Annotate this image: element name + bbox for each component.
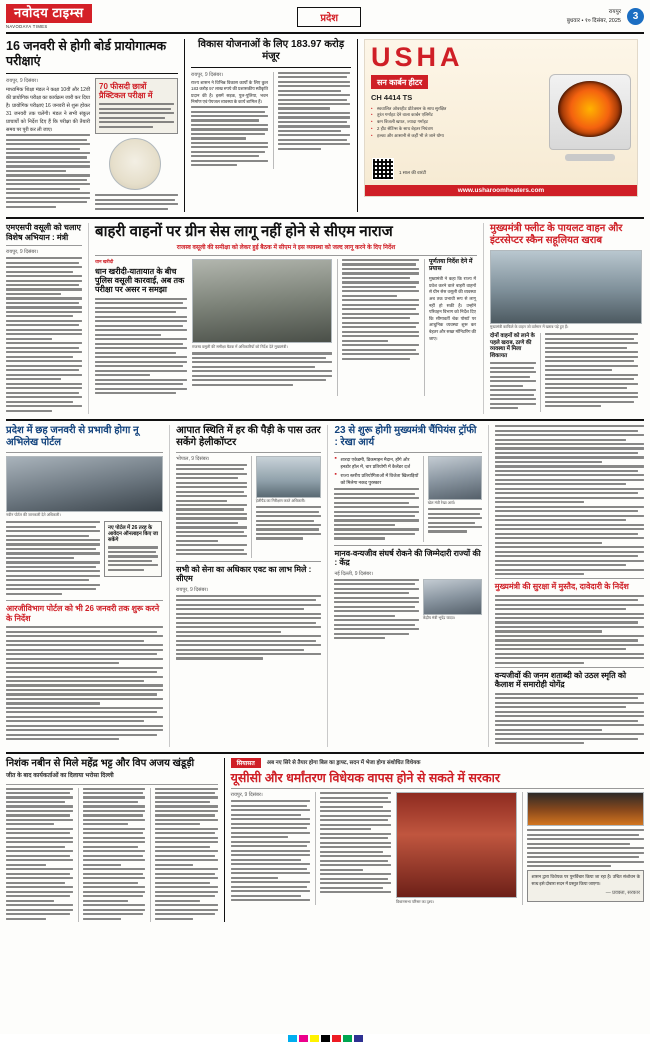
body-filler-24: [155, 788, 217, 920]
headline-helicopter: आपात स्थिति में हर की पैड़ी के पास उतर सकेंगे हेलीकॉप्टर: [176, 425, 321, 448]
body-schemes: राज्य शासन ने विभिन्न विकास कार्यों के लिए कुल 183 करोड़ 97 लाख रुपये की प्रशासकीय स्वीकृति प्रदान की है। इसमें सड़क, पुल-पुलिया, भवन निर्माण एवं पेयजल व्यवस्था के कार्य शामिल हैं।: [191, 79, 268, 105]
story-trophy: [334, 425, 481, 747]
photo-sports-minister: [428, 456, 482, 500]
body-filler-1: [6, 134, 90, 208]
fourth-band: [6, 758, 644, 922]
body-filler-2: [95, 194, 178, 210]
top-row: [6, 39, 644, 212]
body-filler-5: [6, 257, 82, 412]
photo-fire-incident: [527, 792, 644, 826]
body-filler-21: [495, 693, 644, 744]
headline-bhatt: निशंक नबीन से मिले महेंद्र भट्ट और विप अजय खंडूड़ी: [6, 757, 195, 769]
box-head-cm-flight: दोनों वाहनों को लाने के पहले खराब, ठाणे की व्यवस्था में मिला शिकायत: [490, 333, 535, 359]
body-filler-6: [95, 298, 187, 394]
advertisement-usha[interactable]: [364, 39, 638, 212]
caption-sports-minister: खेल मंत्री रेखा आर्य।: [427, 501, 456, 506]
body-filler-8: [342, 259, 419, 360]
body-filler-20: [495, 595, 644, 664]
box-head-cm-officer: वन्यजीवों की जनम शताब्दी को उठल स्मृति को कैलाश में समारोही योगेंद्र: [494, 670, 627, 690]
ad-website-url[interactable]: www.usharoomheaters.com: [365, 185, 637, 196]
strap-conversion: अब नए सिरे से तैयार होगा बिल का ड्राफ्ट, सदन में भेजा होगा संशोधित विधेयक: [266, 760, 421, 767]
body-filler-3: [191, 106, 268, 166]
subhead-green-cess: पूर्णतया निर्देश देने में प्रयास: [429, 259, 473, 273]
headline-conversion: यूसीसी और धर्मांतरण विधेयक वापस होने से सकते में सरकार: [230, 770, 500, 785]
photo-helipad: [256, 456, 322, 498]
byline-helicopter: भोपाल, 9 दिसंबर।: [176, 455, 210, 462]
headline-schemes: विकास योजनाओं के लिए 183.97 करोड़ मंजूर: [197, 39, 345, 62]
photo-union-minister: [423, 579, 482, 615]
box-head-practical: 70 फीसदी छात्रों प्रैक्टिकल परीक्षा में: [99, 81, 153, 100]
dateline-date: बुधवार • १० दिसंबर, 2025: [566, 17, 621, 24]
photo-assembly: [396, 792, 517, 898]
body-filler-4: [278, 72, 350, 150]
caption-union-minister: केंद्रीय मंत्री भूपेंद्र यादव।: [422, 616, 456, 621]
byline-conversion: रायपुर, 9 दिसंबर।: [230, 792, 263, 799]
box-filler-2: [108, 546, 158, 571]
headline-green-cess: बाहरी वाहनों पर ग्रीन सेस लागू नहीं होने से सीएम नाराज: [95, 223, 393, 241]
body-board-exam: माध्यमिक शिक्षा मंडल ने कक्षा 10वीं और 12वीं की प्रायोगिक परीक्षा का कार्यक्रम जारी कर दिया है। प्रायोगिक परीक्षाएं 16 जनवरी से शुरू होकर 31 जनवरी तक चलेंगी। मंडल ने सभी संकुल प्राचार्यों को निर्देश दिए हैं कि परीक्षा की तैयारी समय पर पूरी कर ली जाए।: [6, 86, 90, 133]
logo-title: नवोदय टाइम्स: [6, 4, 92, 23]
body-filler-16: [334, 488, 418, 539]
body-filler-12: [6, 626, 163, 740]
qr-code-icon[interactable]: [372, 158, 394, 180]
body-filler-18: [334, 579, 418, 639]
body-filler-13: [176, 464, 247, 556]
headline-minister: एमएसपी वसूली को चलाए विशेष अभियान : मंत्री: [6, 223, 81, 242]
story-schemes: [191, 39, 351, 212]
second-band: [6, 223, 644, 414]
body-filler-9: [490, 362, 536, 409]
body-filler-23: [83, 788, 145, 920]
ad-feature-0: • स्वचालित ओवरहीट प्रोटेक्शन के साथ सुरक्षित: [371, 106, 631, 113]
story-portal: [6, 425, 163, 747]
ad-warranty-text: 1 साल की वारंटी: [399, 170, 427, 175]
quote-attribution: — प्रवक्ता, सरकार: [605, 889, 640, 896]
story-cm-flight: [490, 223, 642, 414]
caption-portal: नवीन पोर्टल की जानकारी देते अधिकारी।: [6, 513, 61, 518]
headline-portal: प्रदेश में छह जनवरी से प्रभावी होगा नू अभिलेख पोर्टल: [6, 425, 139, 448]
photo-review-meeting: [192, 259, 332, 343]
heater-product-image: [549, 66, 631, 158]
body-filler-25: [231, 800, 311, 901]
badge-politics: सियासत: [231, 758, 261, 768]
byline-schemes: रायपुर, 9 दिसंबर।: [191, 71, 224, 78]
right-rail: [495, 425, 644, 747]
headline-cm-officer: मुख्यमंत्री की सुरक्षा में मुस्तैद, दावेदारी के निर्देश: [494, 582, 629, 592]
ad-brand-logo: USHA: [371, 42, 464, 72]
body-green-cess: मुख्यमंत्री ने कहा कि राज्य में प्रवेश करने वाले बाहरी वाहनों से ग्रीन सेस वसूली की व्यवस्था अब तक प्रभावी रूप से लागू नहीं हो सकी है। उन्होंने परिवहन विभाग को निर्देश दिए कि सीमावर्ती चेक पोस्टों पर आधुनिक व्यवस्था शुरू कर बेहतर और सख्त मॉनिटरिंग की जाए।: [429, 276, 476, 341]
sidebox-head-green-cess: धान खरीदी-यातायात के बीच पुलिस वसूली कारवाई, अब तक परीक्षा पर असर न समझा: [95, 266, 185, 295]
dateline: [567, 8, 621, 25]
body-filler-27: [527, 829, 644, 867]
masthead: [6, 4, 644, 34]
story-board-exam: [6, 39, 178, 212]
ad-feature-1: • तुरंत गर्माहट देने वाला कार्बन एलिमेंट: [371, 112, 631, 119]
logo-subtitle: NAVODAYA TIMES: [6, 23, 48, 29]
quote-text: शासन द्वारा विधेयक पर पुनर्विचार किया जा रहा है। उचित संशोधन के साथ इसे दोबारा सदन में प्रस्तुत किया जाएगा।: [531, 874, 640, 886]
bullets-trophy: [334, 456, 418, 486]
dateline-city: रायपुर: [608, 9, 621, 16]
photo-board-seal: [109, 138, 161, 190]
box-practical-note: [95, 78, 178, 135]
registration-color-bar: [0, 1034, 650, 1043]
headline-naxal: मानव-वन्यजीव संघर्ष रोकने की जिम्मेदारी राज्यों की : केंद्र: [334, 548, 481, 568]
caption-cm-convoy: मुख्यमंत्री काफिले के वाहन जो वर्तमान में खराब पड़े हुए हैं।: [490, 325, 569, 330]
story-conversion: [231, 758, 644, 922]
bullet-trophy-0: ■ शारदा एकेडमी, डिकमाहन मैदान, होंगे और इनडोर हॉल में, चार प्रतियोगी में कैलेंडर दर्ज: [334, 456, 418, 470]
box-head-portal: नए पोर्टल में 26 तरह के आवेदन ऑनलाइन किए जा सकेंगे: [108, 525, 159, 544]
body-filler-26: [320, 792, 391, 893]
ad-tagline: सन कार्बन हीटर: [371, 75, 428, 89]
body-filler-19: [495, 425, 644, 575]
subhead-portal: आरजीविभाग पोर्टल को भी 26 जनवरी तक शुरू करने के निर्देश: [6, 604, 160, 623]
story-helicopter: [176, 425, 321, 747]
story-minister: [6, 223, 82, 414]
headline-cm-flight: मुख्यमंत्री फ्लीट के पायलट वाहन और इंटरसेप्टर स्कैन सहूलियत खराब: [490, 223, 623, 247]
byline-board-exam: रायपुर, 9 दिसंबर।: [6, 77, 39, 84]
caption-helipad: हेलीपैड का निरीक्षण करते अधिकारी।: [255, 499, 306, 504]
ad-model-name: CH 4414 TS: [371, 92, 413, 102]
photo-portal-launch: [6, 456, 163, 512]
body-filler-10: [545, 333, 638, 407]
sidebox-overline: धान खरीदी: [95, 259, 114, 264]
masthead-logo[interactable]: [6, 4, 92, 29]
quote-box: [527, 870, 644, 901]
caption-review-meeting: राजस्व वसूली की समीक्षा बैठक में अधिकारियों को निर्देश देते मुख्यमंत्री।: [192, 344, 288, 349]
headline-security: सभी को सेना का अधिकार एवट का लाभ मिले : सीएम: [176, 564, 312, 584]
body-filler-14: [256, 506, 322, 539]
story-bhatt: [6, 758, 218, 922]
byline-security: रायपुर, 9 दिसंबर।: [176, 586, 209, 593]
page-number-badge: 3: [627, 8, 644, 25]
body-filler-22: [6, 788, 73, 920]
section-label: प्रदेश: [297, 7, 361, 27]
subhead-bhatt: जीत के बाद कार्यकर्ताओं का दिलाया भरोसा दिल्ली: [6, 773, 114, 780]
third-band: [6, 425, 644, 747]
kicker-green-cess: राजस्व वसूली की समीक्षा को लेकर हुई बैठक में सीएम ने इस व्यवस्था को जल्द लागू करने के दिए निर्देश: [176, 244, 396, 251]
box-portal-features: [104, 521, 162, 577]
body-filler-11: [6, 521, 100, 595]
story-green-cess: [95, 223, 477, 414]
photo-cm-convoy: [490, 250, 642, 324]
body-filler-17: [428, 508, 482, 533]
ad-feature-3: • 2 हीट सेटिंग्स के साथ बेहतर नियंत्रण: [371, 126, 631, 133]
bullet-trophy-1: ■ राज्य स्तरीय प्रतियोगिताओं में विजेता खिलाड़ियों को मिलेगा नकद पुरस्कार: [334, 472, 418, 486]
body-filler-15: [176, 595, 321, 660]
masthead-right: [567, 8, 644, 25]
ad-feature-4: • हल्का और आसानी से कहीं भी ले जाने योग्य: [371, 133, 631, 140]
caption-assembly: विधानसभा परिसर का दृश्य।: [396, 899, 434, 904]
byline-naxal: नई दिल्ली, 9 दिसंबर।: [334, 570, 374, 577]
byline-minister: रायपुर, 9 दिसंबर।: [6, 249, 39, 256]
headline-board-exam: 16 जनवरी से होगी बोर्ड प्रायोगात्मक परीक्षाएं: [6, 39, 167, 68]
body-filler-7: [192, 352, 332, 385]
ad-feature-2: • कम बिजली खपत, ज्यादा गर्माहट: [371, 119, 631, 126]
box-filler-1: [99, 103, 174, 128]
headline-trophy: 23 से शुरू होगी मुख्यमंत्री चैंपियंस ट्रॉफी : रेखा आर्य: [334, 425, 477, 448]
